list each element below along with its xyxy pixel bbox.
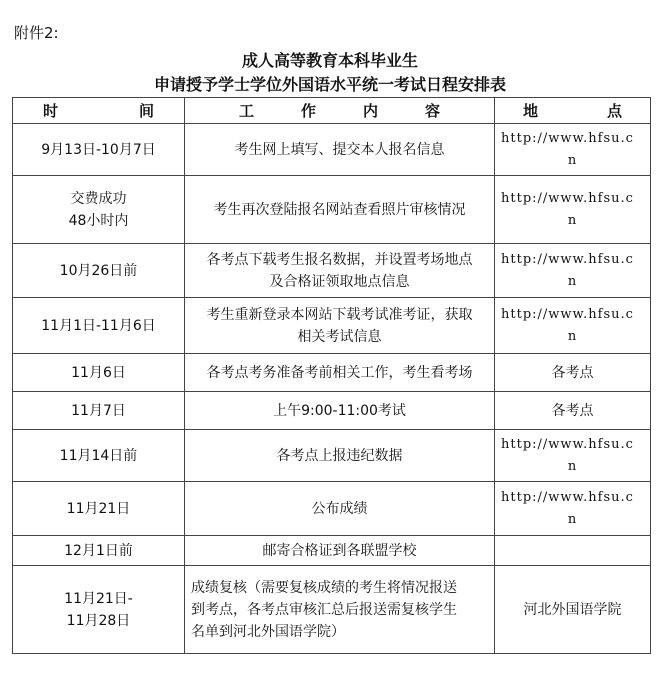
row-work: 考生再次登陆报名网站查看照片审核情况 — [185, 176, 495, 244]
row-place: http://www.hfsu.c n — [495, 482, 651, 536]
row-place: 河北外国语学院 — [495, 566, 651, 654]
table-row — [13, 536, 651, 566]
document-title-line2: 申请授予学士学位外国语水平统一考试日程安排表 — [153, 75, 506, 94]
row-place: http://www.hfsu.c n — [495, 298, 651, 354]
attachment-label: 附件2: — [14, 24, 59, 42]
row-place: http://www.hfsu.c n — [495, 124, 651, 176]
row-time: 9月13日-10月7日 — [13, 124, 185, 176]
row-work: 各考点下载考生报名数据，并设置考场地点 及合格证领取地点信息 — [185, 244, 495, 298]
row-time: 10月26日前 — [13, 244, 185, 298]
row-time: 12月1日前 — [13, 536, 185, 566]
header-work: 工 作 内 容 — [185, 98, 495, 124]
table-row — [13, 392, 651, 430]
row-place: http://www.hfsu.c n — [495, 176, 651, 244]
row-work: 公布成绩 — [185, 482, 495, 536]
row-work: 考生网上填写、提交本人报名信息 — [185, 124, 495, 176]
table-header-row — [13, 98, 651, 124]
header-time: 时 间 — [13, 98, 185, 124]
row-time: 11月6日 — [13, 354, 185, 392]
row-time: 11月1日-11月6日 — [13, 298, 185, 354]
row-place: 各考点 — [495, 392, 651, 430]
row-place: 各考点 — [495, 354, 651, 392]
row-place — [495, 536, 651, 566]
row-work: 邮寄合格证到各联盟学校 — [185, 536, 495, 566]
row-work: 考生重新登录本网站下载考试准考证，获取 相关考试信息 — [185, 298, 495, 354]
row-time: 11月21日 — [13, 482, 185, 536]
row-time: 11月7日 — [13, 392, 185, 430]
row-work: 各考点考务准备考前相关工作，考生看考场 — [185, 354, 495, 392]
table-row — [13, 124, 651, 176]
row-time: 11月21日- 11月28日 — [13, 566, 185, 654]
row-place: http://www.hfsu.c n — [495, 244, 651, 298]
row-time: 11月14日前 — [13, 430, 185, 482]
table-row — [13, 354, 651, 392]
header-place: 地 点 — [495, 98, 651, 124]
row-work: 成绩复核（需要复核成绩的考生将情况报送 到考点，各考点审核汇总后报送需复核学生 名单到河北外国语学院） — [185, 566, 495, 654]
table-row — [13, 298, 651, 354]
row-work: 上午9:00-11:00考试 — [185, 392, 495, 430]
row-work: 各考点上报违纪数据 — [185, 430, 495, 482]
row-time: 交费成功 48小时内 — [13, 176, 185, 244]
row-place: http://www.hfsu.c n — [495, 430, 651, 482]
table-row — [13, 482, 651, 536]
table-row — [13, 566, 651, 654]
schedule-table — [12, 97, 651, 654]
table-row — [13, 176, 651, 244]
table-row — [13, 430, 651, 482]
table-row — [13, 244, 651, 298]
document-title-line1: 成人高等教育本科毕业生 — [241, 51, 418, 70]
